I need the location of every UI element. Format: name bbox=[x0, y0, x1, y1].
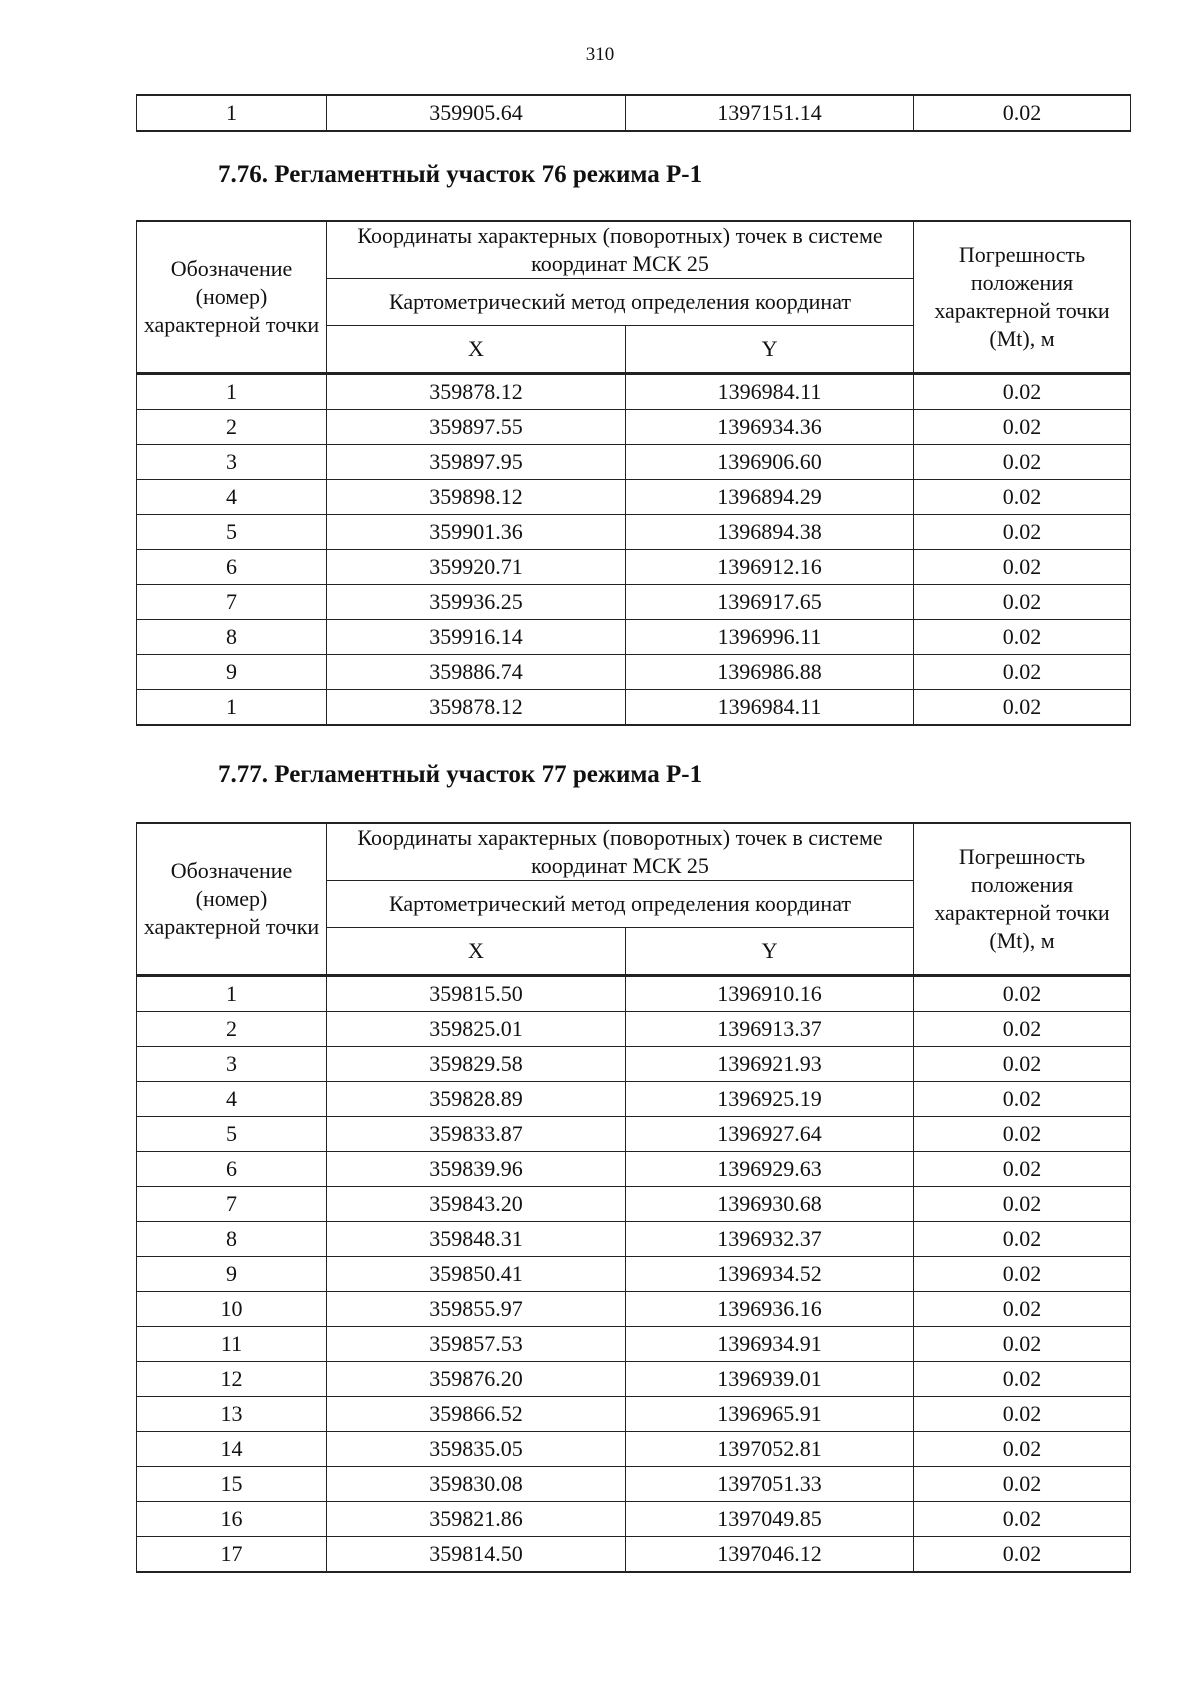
x-cell: 359850.41 bbox=[327, 1257, 626, 1292]
error-cell: 0.02 bbox=[914, 655, 1131, 690]
error-cell: 0.02 bbox=[914, 95, 1131, 131]
table-row bbox=[137, 410, 1131, 445]
y-cell: 1396912.16 bbox=[626, 550, 914, 585]
header-position-error: Погрешность положения характерной точки (Mt), м bbox=[914, 823, 1131, 976]
table-row bbox=[137, 1432, 1131, 1467]
y-cell: 1396894.38 bbox=[626, 515, 914, 550]
point-number-cell: 3 bbox=[137, 445, 327, 480]
y-cell: 1396936.16 bbox=[626, 1292, 914, 1327]
x-cell: 359878.12 bbox=[327, 690, 626, 726]
table-row bbox=[137, 550, 1131, 585]
table-body bbox=[137, 374, 1131, 726]
x-cell: 359857.53 bbox=[327, 1327, 626, 1362]
header-point-designation: Обозначение (номер) характерной точки bbox=[137, 823, 327, 976]
y-cell: 1396906.60 bbox=[626, 445, 914, 480]
error-cell: 0.02 bbox=[914, 374, 1131, 410]
y-cell: 1396930.68 bbox=[626, 1187, 914, 1222]
point-number-cell: 5 bbox=[137, 1117, 327, 1152]
error-cell: 0.02 bbox=[914, 585, 1131, 620]
error-cell: 0.02 bbox=[914, 1117, 1131, 1152]
table-row bbox=[137, 976, 1131, 1012]
table-row bbox=[137, 1537, 1131, 1573]
y-cell: 1396984.11 bbox=[626, 374, 914, 410]
x-cell: 359830.08 bbox=[327, 1467, 626, 1502]
y-cell: 1396917.65 bbox=[626, 585, 914, 620]
point-number-cell: 7 bbox=[137, 1187, 327, 1222]
y-cell: 1396986.88 bbox=[626, 655, 914, 690]
x-cell: 359901.36 bbox=[327, 515, 626, 550]
x-cell: 359866.52 bbox=[327, 1397, 626, 1432]
header-position-error: Погрешность положения характерной точки (Mt), м bbox=[914, 221, 1131, 374]
point-number-cell: 8 bbox=[137, 620, 327, 655]
x-cell: 359815.50 bbox=[327, 976, 626, 1012]
section-76-title: 7.76. Регламентный участок 76 режима Р-1 bbox=[218, 161, 703, 188]
table-row bbox=[137, 480, 1131, 515]
table-row bbox=[137, 1222, 1131, 1257]
table-header bbox=[137, 221, 1131, 374]
error-cell: 0.02 bbox=[914, 1362, 1131, 1397]
y-cell: 1397151.14 bbox=[626, 95, 914, 131]
table-row bbox=[137, 1362, 1131, 1397]
x-cell: 359828.89 bbox=[327, 1082, 626, 1117]
error-cell: 0.02 bbox=[914, 410, 1131, 445]
point-number-cell: 7 bbox=[137, 585, 327, 620]
point-number-cell: 12 bbox=[137, 1362, 327, 1397]
y-cell: 1396921.93 bbox=[626, 1047, 914, 1082]
x-cell: 359920.71 bbox=[327, 550, 626, 585]
coordinates-table-76 bbox=[136, 220, 1130, 726]
table-row bbox=[137, 1257, 1131, 1292]
x-cell: 359898.12 bbox=[327, 480, 626, 515]
point-number-cell: 5 bbox=[137, 515, 327, 550]
coordinates-table-77 bbox=[136, 822, 1130, 1573]
point-number-cell: 16 bbox=[137, 1502, 327, 1537]
table-row bbox=[137, 515, 1131, 550]
table-header bbox=[137, 823, 1131, 976]
y-cell: 1396984.11 bbox=[626, 690, 914, 726]
x-cell: 359829.58 bbox=[327, 1047, 626, 1082]
y-cell: 1396934.91 bbox=[626, 1327, 914, 1362]
point-number-cell: 2 bbox=[137, 410, 327, 445]
y-cell: 1396929.63 bbox=[626, 1152, 914, 1187]
point-number-cell: 6 bbox=[137, 550, 327, 585]
point-number-cell: 15 bbox=[137, 1467, 327, 1502]
point-number-cell: 6 bbox=[137, 1152, 327, 1187]
header-point-designation: Обозначение (номер) характерной точки bbox=[137, 221, 327, 374]
header-coordinates-title: Координаты характерных (поворотных) точек в системе координат МСК 25 bbox=[327, 823, 914, 881]
point-number-cell: 13 bbox=[137, 1397, 327, 1432]
error-cell: 0.02 bbox=[914, 1432, 1131, 1467]
y-cell: 1397052.81 bbox=[626, 1432, 914, 1467]
error-cell: 0.02 bbox=[914, 1152, 1131, 1187]
table-body bbox=[137, 976, 1131, 1573]
y-cell: 1396932.37 bbox=[626, 1222, 914, 1257]
point-number-cell: 9 bbox=[137, 1257, 327, 1292]
table-row bbox=[137, 585, 1131, 620]
y-cell: 1396939.01 bbox=[626, 1362, 914, 1397]
table-row bbox=[137, 1152, 1131, 1187]
point-number-cell: 8 bbox=[137, 1222, 327, 1257]
error-cell: 0.02 bbox=[914, 1222, 1131, 1257]
y-cell: 1396965.91 bbox=[626, 1397, 914, 1432]
point-number-cell: 1 bbox=[137, 95, 327, 131]
x-cell: 359886.74 bbox=[327, 655, 626, 690]
point-number-cell: 10 bbox=[137, 1292, 327, 1327]
point-number-cell: 4 bbox=[137, 1082, 327, 1117]
table-row bbox=[137, 655, 1131, 690]
error-cell: 0.02 bbox=[914, 550, 1131, 585]
header-coordinates-title: Координаты характерных (поворотных) точек в системе координат МСК 25 bbox=[327, 221, 914, 279]
x-cell: 359897.95 bbox=[327, 445, 626, 480]
header-method: Картометрический метод определения координат bbox=[327, 881, 914, 928]
point-number-cell: 4 bbox=[137, 480, 327, 515]
x-cell: 359825.01 bbox=[327, 1012, 626, 1047]
error-cell: 0.02 bbox=[914, 1467, 1131, 1502]
error-cell: 0.02 bbox=[914, 1187, 1131, 1222]
x-cell: 359897.55 bbox=[327, 410, 626, 445]
y-cell: 1396934.52 bbox=[626, 1257, 914, 1292]
error-cell: 0.02 bbox=[914, 1537, 1131, 1573]
y-cell: 1396925.19 bbox=[626, 1082, 914, 1117]
table-row bbox=[137, 1117, 1131, 1152]
header-y: Y bbox=[626, 326, 914, 374]
header-x: X bbox=[327, 928, 626, 976]
table-row bbox=[137, 1397, 1131, 1432]
error-cell: 0.02 bbox=[914, 1327, 1131, 1362]
table-row bbox=[137, 95, 1131, 131]
x-cell: 359855.97 bbox=[327, 1292, 626, 1327]
x-cell: 359876.20 bbox=[327, 1362, 626, 1397]
table-row bbox=[137, 1327, 1131, 1362]
x-cell: 359936.25 bbox=[327, 585, 626, 620]
table-row bbox=[137, 1187, 1131, 1222]
error-cell: 0.02 bbox=[914, 620, 1131, 655]
table-row bbox=[137, 1082, 1131, 1117]
point-number-cell: 1 bbox=[137, 374, 327, 410]
table-row bbox=[137, 690, 1131, 726]
error-cell: 0.02 bbox=[914, 1292, 1131, 1327]
header-x: X bbox=[327, 326, 626, 374]
y-cell: 1397046.12 bbox=[626, 1537, 914, 1573]
x-cell: 359821.86 bbox=[327, 1502, 626, 1537]
point-number-cell: 2 bbox=[137, 1012, 327, 1047]
error-cell: 0.02 bbox=[914, 480, 1131, 515]
header-y: Y bbox=[626, 928, 914, 976]
point-number-cell: 9 bbox=[137, 655, 327, 690]
continued-table bbox=[136, 94, 1130, 132]
x-cell: 359916.14 bbox=[327, 620, 626, 655]
x-cell: 359814.50 bbox=[327, 1537, 626, 1573]
table-row bbox=[137, 1467, 1131, 1502]
error-cell: 0.02 bbox=[914, 1012, 1131, 1047]
y-cell: 1396996.11 bbox=[626, 620, 914, 655]
point-number-cell: 11 bbox=[137, 1327, 327, 1362]
point-number-cell: 1 bbox=[137, 976, 327, 1012]
x-cell: 359839.96 bbox=[327, 1152, 626, 1187]
error-cell: 0.02 bbox=[914, 515, 1131, 550]
y-cell: 1396913.37 bbox=[626, 1012, 914, 1047]
table-row bbox=[137, 445, 1131, 480]
table-row bbox=[137, 1012, 1131, 1047]
error-cell: 0.02 bbox=[914, 690, 1131, 726]
y-cell: 1396894.29 bbox=[626, 480, 914, 515]
x-cell: 359835.05 bbox=[327, 1432, 626, 1467]
point-number-cell: 3 bbox=[137, 1047, 327, 1082]
y-cell: 1396910.16 bbox=[626, 976, 914, 1012]
table-row bbox=[137, 620, 1131, 655]
y-cell: 1397051.33 bbox=[626, 1467, 914, 1502]
x-cell: 359848.31 bbox=[327, 1222, 626, 1257]
x-cell: 359878.12 bbox=[327, 374, 626, 410]
table-row bbox=[137, 1502, 1131, 1537]
error-cell: 0.02 bbox=[914, 1257, 1131, 1292]
y-cell: 1397049.85 bbox=[626, 1502, 914, 1537]
point-number-cell: 14 bbox=[137, 1432, 327, 1467]
error-cell: 0.02 bbox=[914, 1047, 1131, 1082]
x-cell: 359843.20 bbox=[327, 1187, 626, 1222]
table-row bbox=[137, 1292, 1131, 1327]
error-cell: 0.02 bbox=[914, 1397, 1131, 1432]
error-cell: 0.02 bbox=[914, 976, 1131, 1012]
error-cell: 0.02 bbox=[914, 445, 1131, 480]
x-cell: 359833.87 bbox=[327, 1117, 626, 1152]
x-cell: 359905.64 bbox=[327, 95, 626, 131]
point-number-cell: 1 bbox=[137, 690, 327, 726]
y-cell: 1396934.36 bbox=[626, 410, 914, 445]
page-number: 310 bbox=[585, 44, 615, 65]
section-77-title: 7.77. Регламентный участок 77 режима Р-1 bbox=[218, 761, 703, 788]
header-method: Картометрический метод определения координат bbox=[327, 279, 914, 326]
y-cell: 1396927.64 bbox=[626, 1117, 914, 1152]
error-cell: 0.02 bbox=[914, 1502, 1131, 1537]
error-cell: 0.02 bbox=[914, 1082, 1131, 1117]
table-row bbox=[137, 1047, 1131, 1082]
table-row bbox=[137, 374, 1131, 410]
point-number-cell: 17 bbox=[137, 1537, 327, 1573]
